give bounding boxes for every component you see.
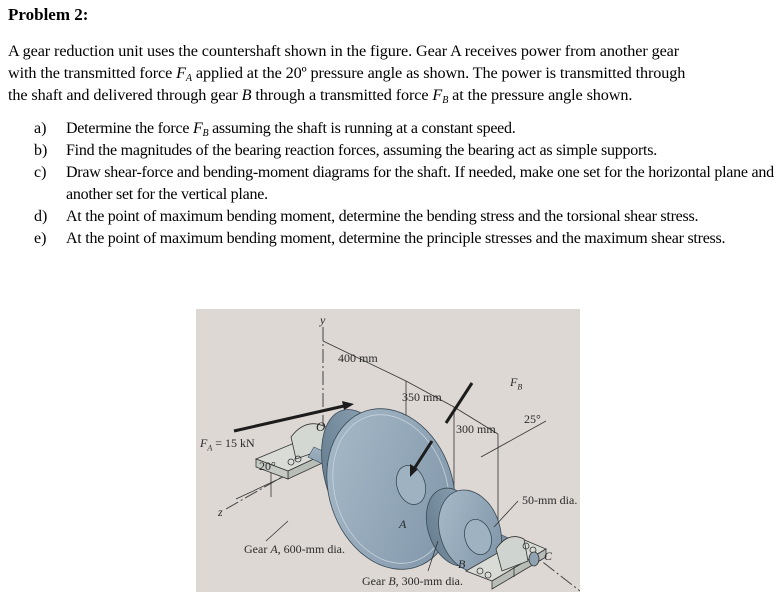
question-b <box>34 140 774 162</box>
intro-text: applied at the 20º pressure angle as shown. The power is transmitted through <box>191 64 686 82</box>
force-a-symbol: F <box>200 436 208 450</box>
question-text: Draw shear-force and bending-moment diagrams for the shaft. If needed, make one set for the horizontal plane and another set for the vertical plane. <box>66 164 774 203</box>
question-text-part: assuming the shaft is running at a constant speed. <box>208 120 516 137</box>
shaft-diameter-label: 50-mm dia. <box>522 493 578 507</box>
question-e <box>34 228 774 250</box>
gear-b-symbol: B <box>388 574 396 588</box>
gear-symbol: B <box>241 86 252 104</box>
force-a-label <box>200 436 255 455</box>
question-label: a) <box>34 120 47 137</box>
point-a-label: A <box>399 517 407 531</box>
question-a <box>34 118 774 140</box>
countershaft-figure <box>196 309 580 592</box>
force-symbol: F <box>176 64 186 82</box>
problem-intro <box>8 40 780 106</box>
intro-text: with the transmitted force <box>8 64 177 82</box>
angle-b-label: 25° <box>524 412 541 426</box>
dimension-400mm: 400 mm <box>338 351 378 365</box>
question-text <box>66 118 774 140</box>
force-symbol: F <box>432 86 443 104</box>
question-text: At the point of maximum bending moment, determine the bending stress and the torsional shear stress. <box>66 208 699 225</box>
angle-a-label: 20° <box>259 459 276 473</box>
force-subscript: B <box>442 95 449 106</box>
force-b-subscript: B <box>517 382 523 392</box>
gear-a-label <box>244 542 345 556</box>
question-text: At the point of maximum bending moment, determine the principle stresses and the maximum shear stress. <box>66 230 726 247</box>
dimension-300mm: 300 mm <box>456 422 496 436</box>
intro-line-1: A gear reduction unit uses the countershaft shown in the figure. Gear A receives power from another gear <box>8 42 680 60</box>
gear-b-label <box>362 574 463 588</box>
point-c-label: C <box>544 549 553 563</box>
z-axis-label: z <box>218 505 223 519</box>
point-b-label: B <box>458 557 466 571</box>
gear-b-label-text: Gear <box>362 574 389 588</box>
force-a-value: = 15 kN <box>212 436 255 450</box>
force-a-subscript: A <box>207 443 213 453</box>
intro-text: through a transmitted force <box>251 86 433 104</box>
y-axis-label: y <box>320 313 326 327</box>
question-d <box>34 206 774 228</box>
gear-b-label-text: , 300-mm dia. <box>395 574 463 588</box>
question-label: b) <box>34 142 48 159</box>
gear-a-label-text: Gear <box>244 542 271 556</box>
question-label: c) <box>34 164 47 181</box>
question-label: d) <box>34 208 48 225</box>
force-symbol: F <box>192 120 203 137</box>
question-list <box>34 118 774 250</box>
force-subscript: A <box>185 73 192 84</box>
force-b-symbol: F <box>510 375 518 389</box>
question-label: e) <box>34 230 47 247</box>
intro-text: at the pressure angle shown. <box>448 86 633 104</box>
dimension-350mm: 350 mm <box>402 390 442 404</box>
intro-line-3 <box>8 84 780 106</box>
intro-text: the shaft and delivered through gear <box>8 86 242 104</box>
force-subscript: B <box>202 128 209 139</box>
force-b-label <box>510 375 522 394</box>
gear-a-symbol: A <box>270 542 278 556</box>
intro-line-2 <box>8 62 780 84</box>
gear-a-label-text: , 600-mm dia. <box>277 542 345 556</box>
question-c <box>34 162 774 206</box>
problem-title: Problem 2: <box>8 5 89 24</box>
origin-label: O <box>316 419 326 434</box>
question-text-part: Determine the force <box>66 120 193 137</box>
question-text: Find the magnitudes of the bearing reaction forces, assuming the bearing act as simple supports. <box>66 142 657 159</box>
